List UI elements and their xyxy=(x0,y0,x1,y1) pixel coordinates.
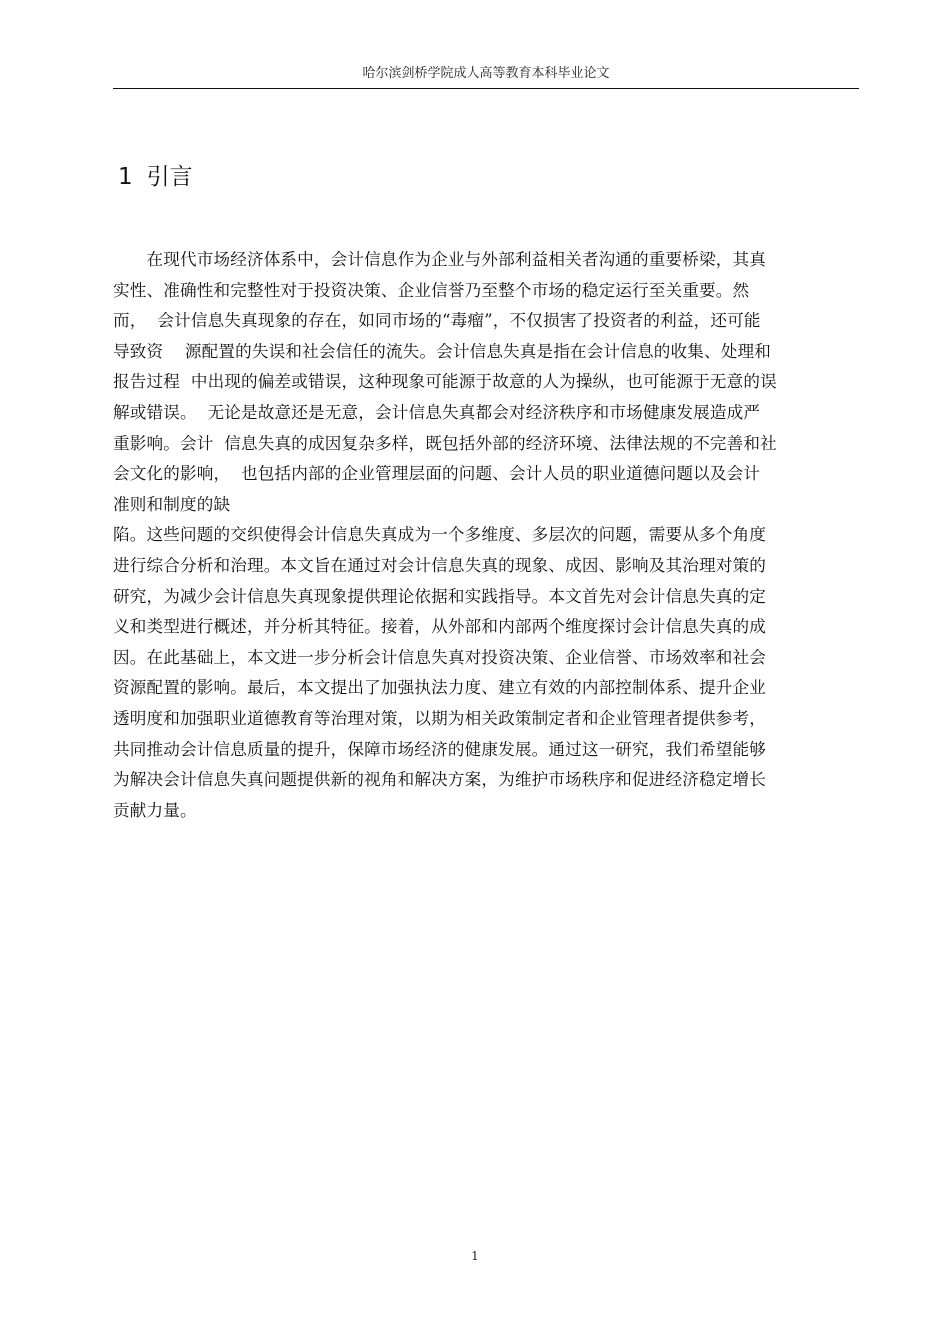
text-line: 实性、准确性和完整性对于投资决策、企业信誉乃至整个市场的稳定运行至关重要。然 xyxy=(113,280,750,300)
text-line: 陷。这些问题的交织使得会计信息失真成为一个多维度、多层次的问题，需要从多个角度 xyxy=(113,525,767,545)
text-line: 共同推动会计信息质量的提升，保障市场经济的健康发展。通过这一研究，我们希望能够 xyxy=(113,739,767,759)
text-line: 透明度和加强职业道德教育等治理对策，以期为相关政策制定者和企业管理者提供参考， xyxy=(113,708,767,728)
section-title: 引言 xyxy=(146,164,193,190)
header-divider xyxy=(113,88,859,89)
body-paragraph xyxy=(113,245,859,826)
text-line: 研究，为减少会计信息失真现象提供理论依据和实践指导。本文首先对会计信息失真的定 xyxy=(113,586,767,606)
text-line: 解或错误。 无论是故意还是无意，会计信息失真都会对经济秩序和市场健康发展造成严 xyxy=(113,402,761,422)
text-line: 重影响。会计 信息失真的成因复杂多样，既包括外部的经济环境、法律法规的不完善和社 xyxy=(113,433,777,453)
text-line: 进行综合分析和治理。本文旨在通过对会计信息失真的现象、成因、影响及其治理对策的 xyxy=(113,555,767,575)
text-line: 为解决会计信息失真问题提供新的视角和解决方案，为维护市场秩序和促进经济稳定增长 xyxy=(113,770,767,790)
section-heading xyxy=(118,160,193,194)
text-line: 贡献力量。 xyxy=(113,800,197,820)
text-line: 导致资 源配置的失误和社会信任的流失。会计信息失真是指在会计信息的收集、处理和 xyxy=(113,341,771,361)
text-line: 会文化的影响， 也包括内部的企业管理层面的问题、会计人员的职业道德问题以及会计 xyxy=(113,464,761,484)
section-number: 1 xyxy=(118,164,133,190)
text-line: 因。在此基础上，本文进一步分析会计信息失真对投资决策、企业信誉、市场效率和社会 xyxy=(113,647,767,667)
text-line: 义和类型进行概述，并分析其特征。接着，从外部和内部两个维度探讨会计信息失真的成 xyxy=(113,617,767,637)
page-number: 1 xyxy=(471,1249,479,1263)
text-line: 在现代市场经济体系中，会计信息作为企业与外部利益相关者沟通的重要桥梁，其真 xyxy=(113,250,767,269)
text-line: 准则和制度的缺 xyxy=(113,494,231,514)
text-line: 资源配置的影响。最后，本文提出了加强执法力度、建立有效的内部控制体系、提升企业 xyxy=(113,678,767,698)
page-header: 哈尔滨剑桥学院成人高等教育本科毕业论文 xyxy=(362,66,610,81)
text-line: 而， 会计信息失真现象的存在，如同市场的“毒瘤”，不仅损害了投资者的利益，还可能 xyxy=(113,311,761,331)
text-line: 报告过程 中出现的偏差或错误，这种现象可能源于故意的人为操纵，也可能源于无意的误 xyxy=(113,372,777,392)
